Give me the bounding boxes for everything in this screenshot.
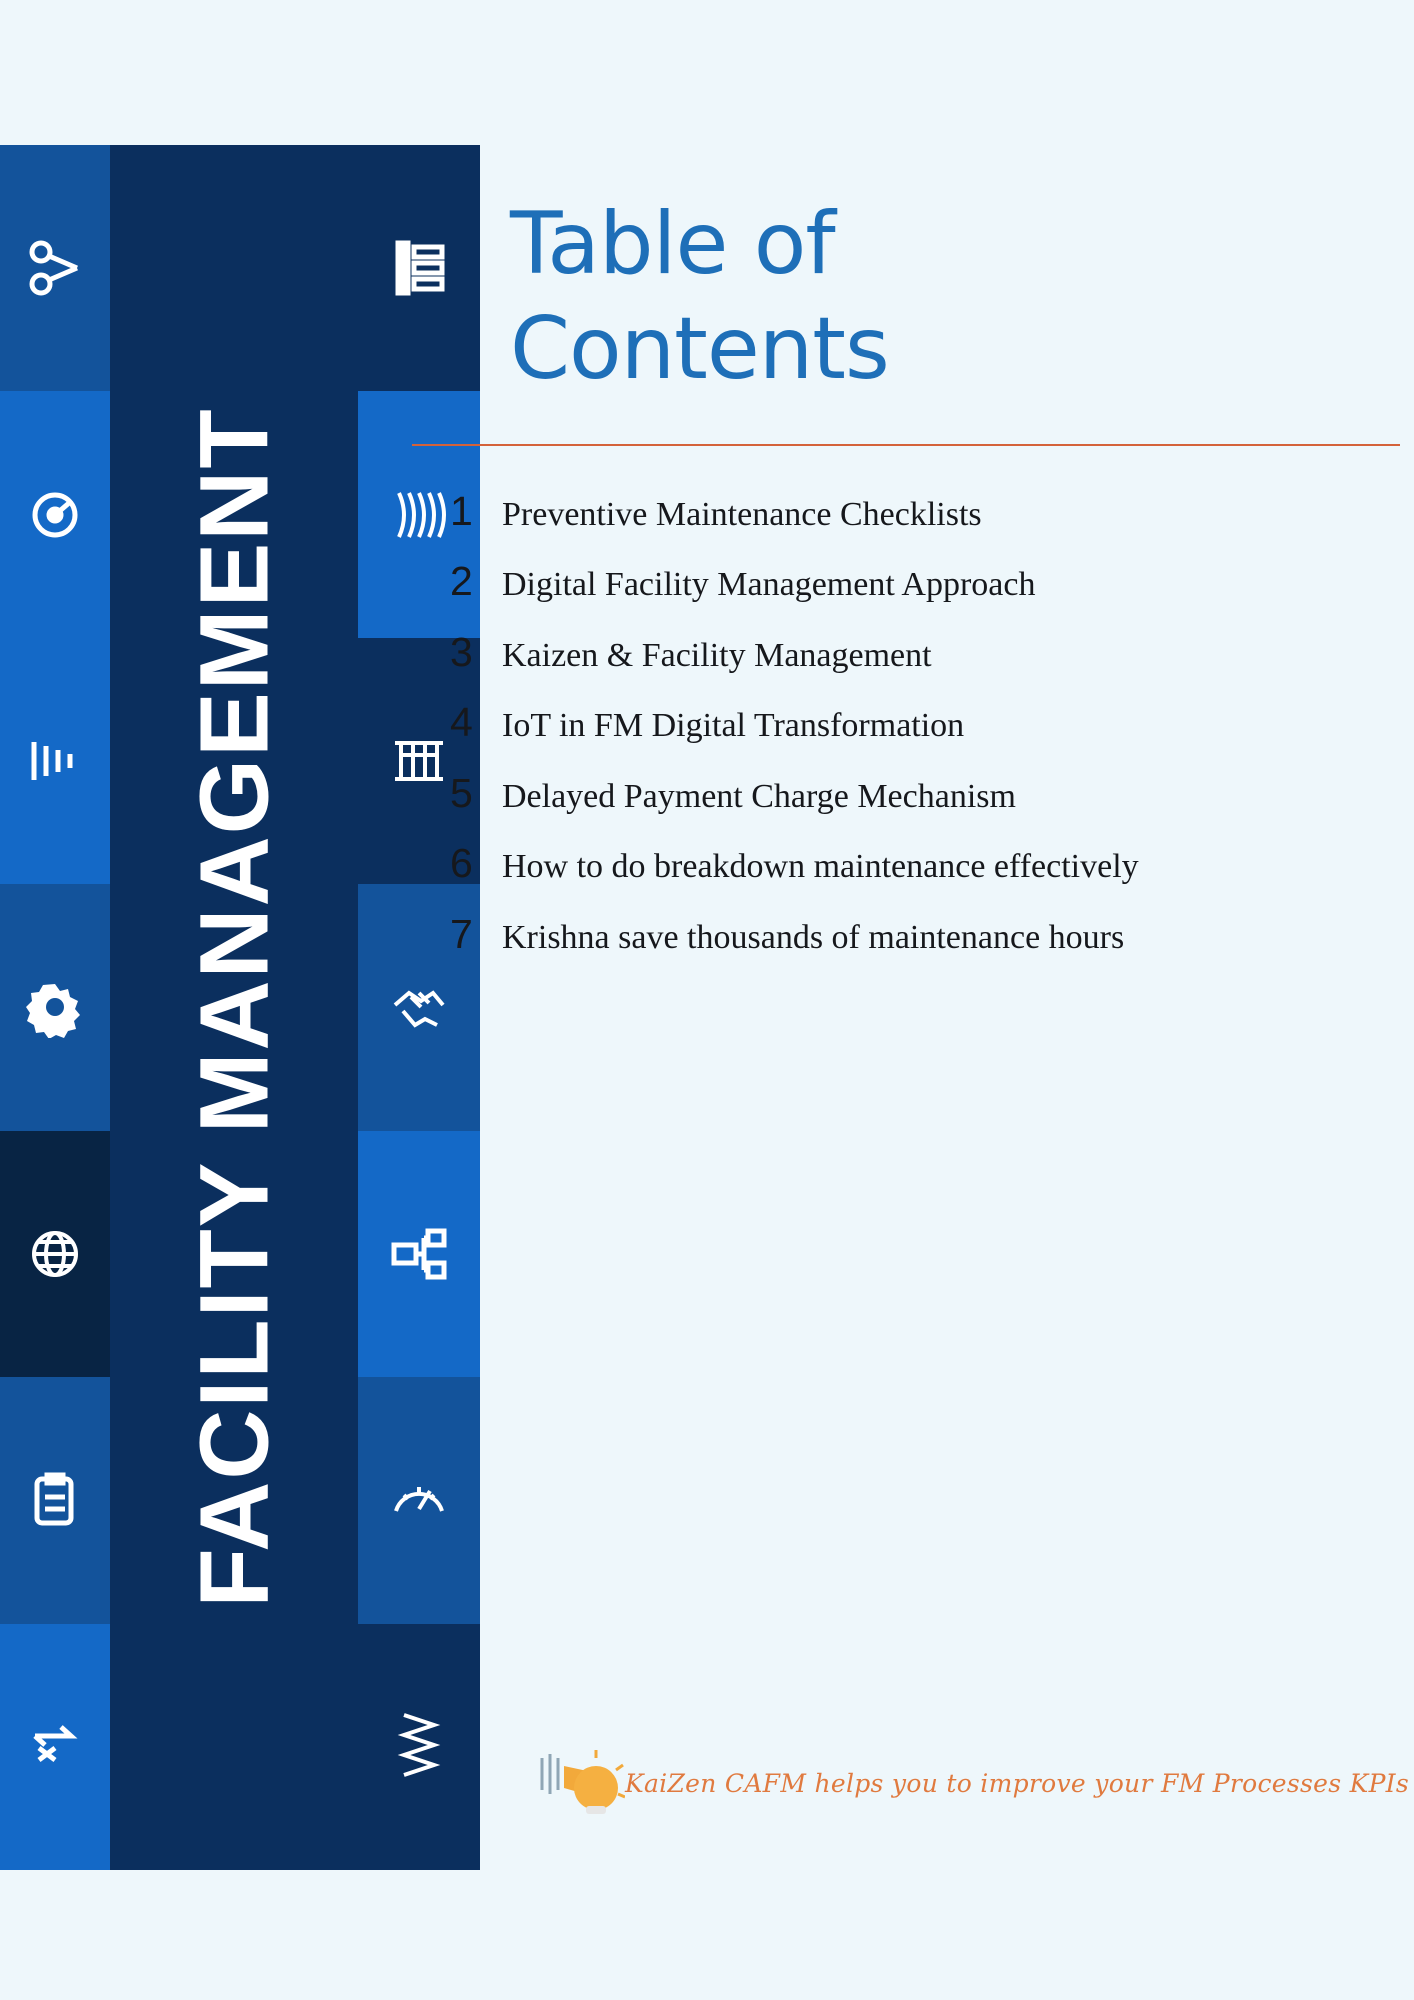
zigzag-spring-icon: [358, 1624, 480, 1870]
list-item[interactable]: [450, 769, 1374, 819]
vertical-title: FACILITY MANAGEMENT: [179, 407, 289, 1608]
icon-column-right: [358, 145, 480, 1870]
toc-label: Digital Facility Management Approach: [502, 566, 1036, 604]
gear-icon: [0, 884, 110, 1130]
transfer-arrows-icon: [0, 1624, 110, 1870]
toc-number: 7: [450, 910, 473, 957]
list-item[interactable]: [450, 840, 1374, 889]
list-item[interactable]: [450, 910, 1374, 960]
toc-number: 3: [450, 628, 473, 675]
speed-dial-icon: [358, 1377, 480, 1623]
decorative-left-panel: [0, 145, 480, 1870]
toc-number: 4: [450, 699, 473, 746]
flowchart-nodes-icon: [358, 1131, 480, 1377]
list-item[interactable]: [450, 558, 1374, 607]
gauge-icon: [0, 391, 110, 637]
clipboard-checklist-icon: [0, 1377, 110, 1623]
toc-label: Kaizen & Facility Management: [502, 636, 932, 674]
toc-number: 6: [450, 840, 473, 887]
toc-label: Krishna save thousands of maintenance hours: [502, 918, 1125, 956]
title-divider: [412, 444, 1400, 446]
toc-number: 2: [450, 558, 473, 605]
footer-text: KaiZen CAFM helps you to improve your FM Processes KPIs: [625, 1768, 1409, 1798]
list-item[interactable]: [450, 628, 1374, 678]
toc-list: [450, 454, 1374, 960]
toc-label: Delayed Payment Charge Mechanism: [502, 777, 1016, 815]
toc-number: 1: [450, 487, 473, 534]
pipe-wrench-icon: [0, 145, 110, 391]
page-title-line1: Table of: [510, 194, 835, 294]
page-title: [510, 0, 1030, 402]
list-item[interactable]: [450, 487, 1374, 537]
toc-label: IoT in FM Digital Transformation: [502, 707, 965, 745]
toc-content: [450, 0, 1414, 2000]
icon-column-left: [0, 145, 110, 1870]
toc-label: How to do breakdown maintenance effectively: [502, 848, 1139, 886]
panel-title-band: [110, 145, 358, 1870]
page-title-line2: Contents: [510, 298, 889, 399]
toc-label: Preventive Maintenance Checklists: [502, 495, 982, 533]
globe-network-icon: [0, 1131, 110, 1377]
lightbulb-icon: [530, 1744, 625, 1822]
list-item[interactable]: [450, 699, 1374, 748]
toc-number: 5: [450, 769, 473, 816]
footer-note: [530, 1744, 1409, 1822]
server-rack-icon: [358, 145, 480, 391]
layered-panels-icon: [0, 638, 110, 884]
